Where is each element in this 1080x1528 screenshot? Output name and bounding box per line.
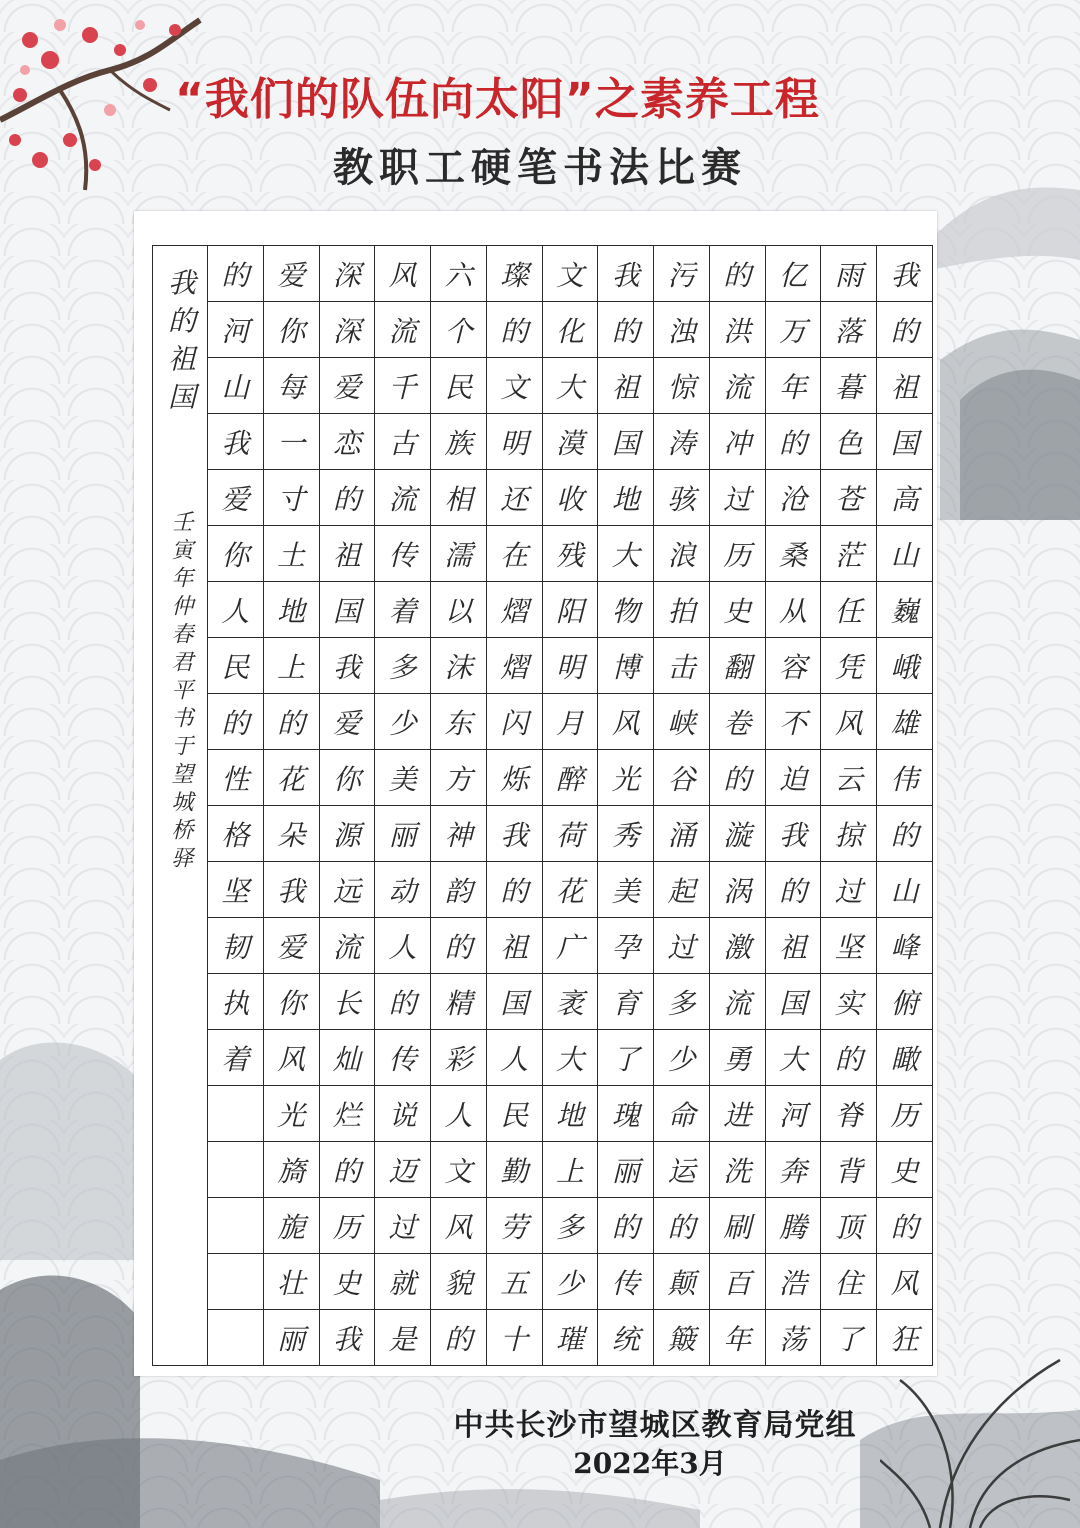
grid-cell: 我 — [319, 638, 375, 694]
grid-row — [153, 414, 933, 470]
grid-cell: 丽 — [263, 1310, 319, 1366]
grid-cell: 背 — [821, 1142, 877, 1198]
grid-cell: 袤 — [542, 974, 598, 1030]
grid-cell: 熠 — [486, 582, 542, 638]
grid-cell: 壮 — [263, 1254, 319, 1310]
grid-cell: 上 — [542, 1142, 598, 1198]
grid-row — [153, 246, 933, 302]
grid-cell: 执 — [208, 974, 264, 1030]
grid-cell: 我 — [486, 806, 542, 862]
grid-cell: 过 — [375, 1198, 431, 1254]
grid-cell: 寸 — [263, 470, 319, 526]
grid-cell: 雨 — [821, 246, 877, 302]
grid-cell: 的 — [431, 918, 487, 974]
grid-cell: 漩 — [709, 806, 765, 862]
grid-cell: 伟 — [877, 750, 933, 806]
grid-cell: 桑 — [765, 526, 821, 582]
grid-cell: 文 — [542, 246, 598, 302]
organizer: 中共长沙市望城区教育局党组 — [453, 1408, 857, 1443]
grid-cell: 史 — [319, 1254, 375, 1310]
grid-cell: 精 — [431, 974, 487, 1030]
grid-cell: 年 — [765, 358, 821, 414]
grid-cell: 还 — [486, 470, 542, 526]
grid-cell: 地 — [263, 582, 319, 638]
grid-cell: 我 — [208, 414, 264, 470]
grid-cell: 我 — [877, 246, 933, 302]
grid-row — [153, 526, 933, 582]
grid-cell: 人 — [375, 918, 431, 974]
grid-cell: 雄 — [877, 694, 933, 750]
grid-cell: 的 — [709, 246, 765, 302]
grid-cell: 山 — [877, 862, 933, 918]
grid-cell: 人 — [431, 1086, 487, 1142]
grid-cell: 祖 — [877, 358, 933, 414]
grid-cell: 瞰 — [877, 1030, 933, 1086]
grid-cell: 我 — [765, 806, 821, 862]
grid-cell: 风 — [598, 694, 654, 750]
grid-cell: 东 — [431, 694, 487, 750]
grid-cell: 孕 — [598, 918, 654, 974]
grid-cell: 文 — [486, 358, 542, 414]
grid-cell — [208, 1198, 264, 1254]
grid-cell: 浩 — [765, 1254, 821, 1310]
grid-cell: 的 — [877, 302, 933, 358]
grid-cell: 坚 — [821, 918, 877, 974]
poem-title: 我的祖国 — [164, 268, 197, 420]
grid-cell: 广 — [542, 918, 598, 974]
grid-cell: 亿 — [765, 246, 821, 302]
grid-cell: 的 — [375, 974, 431, 1030]
grid-cell: 暮 — [821, 358, 877, 414]
grid-cell: 族 — [431, 414, 487, 470]
grid-cell: 簸 — [654, 1310, 710, 1366]
grid-cell: 民 — [208, 638, 264, 694]
grid-cell: 传 — [598, 1254, 654, 1310]
grid-cell: 我 — [263, 862, 319, 918]
grid-row — [153, 750, 933, 806]
grid-cell: 云 — [821, 750, 877, 806]
grid-cell: 闪 — [486, 694, 542, 750]
grid-cell: 沧 — [765, 470, 821, 526]
grid-cell: 烂 — [319, 1086, 375, 1142]
grid-cell: 史 — [877, 1142, 933, 1198]
grid-row — [153, 1198, 933, 1254]
grid-cell: 风 — [821, 694, 877, 750]
grid-cell: 迈 — [375, 1142, 431, 1198]
grid-cell: 历 — [877, 1086, 933, 1142]
grid-row — [153, 806, 933, 862]
grid-cell: 历 — [709, 526, 765, 582]
grid-row — [153, 470, 933, 526]
grid-cell: 河 — [765, 1086, 821, 1142]
grid-cell: 河 — [208, 302, 264, 358]
grid-cell: 茫 — [821, 526, 877, 582]
grid-cell: 坚 — [208, 862, 264, 918]
grid-cell: 冲 — [709, 414, 765, 470]
grid-cell: 美 — [598, 862, 654, 918]
grid-cell: 流 — [709, 358, 765, 414]
grid-cell: 以 — [431, 582, 487, 638]
grid-cell: 民 — [431, 358, 487, 414]
grid-cell: 的 — [765, 414, 821, 470]
grid-cell: 大 — [542, 1030, 598, 1086]
grid-cell: 进 — [709, 1086, 765, 1142]
grid-cell — [208, 1142, 264, 1198]
grid-cell: 地 — [598, 470, 654, 526]
grid-cell: 在 — [486, 526, 542, 582]
grid-cell: 熠 — [486, 638, 542, 694]
grid-cell: 美 — [375, 750, 431, 806]
grid-cell: 一 — [263, 414, 319, 470]
grid-cell: 璀 — [542, 1310, 598, 1366]
grid-cell: 的 — [877, 806, 933, 862]
grid-cell: 爱 — [263, 246, 319, 302]
grid-cell: 实 — [821, 974, 877, 1030]
grid-cell: 神 — [431, 806, 487, 862]
grid-row — [153, 1254, 933, 1310]
grid-cell: 的 — [486, 302, 542, 358]
grid-cell: 脊 — [821, 1086, 877, 1142]
grid-cell: 迫 — [765, 750, 821, 806]
grid-cell: 深 — [319, 246, 375, 302]
grid-cell: 少 — [542, 1254, 598, 1310]
grid-row — [153, 974, 933, 1030]
grid-cell: 旎 — [263, 1198, 319, 1254]
grid-cell: 狂 — [877, 1310, 933, 1366]
grid-cell: 污 — [654, 246, 710, 302]
grid-cell: 的 — [319, 470, 375, 526]
grid-cell: 的 — [208, 246, 264, 302]
grid-cell: 惊 — [654, 358, 710, 414]
grid-cell: 你 — [263, 974, 319, 1030]
grid-cell: 上 — [263, 638, 319, 694]
grid-cell: 的 — [598, 302, 654, 358]
grid-cell: 大 — [765, 1030, 821, 1086]
grid-cell: 的 — [654, 1198, 710, 1254]
grid-cell: 命 — [654, 1086, 710, 1142]
grid-cell: 璨 — [486, 246, 542, 302]
grid-cell: 深 — [319, 302, 375, 358]
grid-cell: 住 — [821, 1254, 877, 1310]
grid-cell: 山 — [877, 526, 933, 582]
grid-cell: 长 — [319, 974, 375, 1030]
grid-cell: 祖 — [765, 918, 821, 974]
grid-cell: 丽 — [598, 1142, 654, 1198]
grid-cell: 的 — [709, 750, 765, 806]
grid-cell: 收 — [542, 470, 598, 526]
grid-cell: 过 — [821, 862, 877, 918]
grid-cell: 大 — [542, 358, 598, 414]
grid-cell: 着 — [208, 1030, 264, 1086]
grid-cell: 源 — [319, 806, 375, 862]
grid-cell: 祖 — [598, 358, 654, 414]
grid-cell: 祖 — [319, 526, 375, 582]
grid-row — [153, 862, 933, 918]
grid-cell: 高 — [877, 470, 933, 526]
grid-row — [153, 918, 933, 974]
grid-cell: 劳 — [486, 1198, 542, 1254]
grid-cell: 着 — [375, 582, 431, 638]
grid-cell: 峨 — [877, 638, 933, 694]
grid-cell: 激 — [709, 918, 765, 974]
grid-cell: 运 — [654, 1142, 710, 1198]
grid-cell: 俯 — [877, 974, 933, 1030]
grid-cell: 六 — [431, 246, 487, 302]
grid-cell: 谷 — [654, 750, 710, 806]
grid-cell: 流 — [375, 470, 431, 526]
grid-cell: 国 — [486, 974, 542, 1030]
grid-cell: 秀 — [598, 806, 654, 862]
grid-cell: 风 — [263, 1030, 319, 1086]
grid-cell: 的 — [486, 862, 542, 918]
grid-cell: 光 — [598, 750, 654, 806]
date: 2022年3月 — [573, 1447, 727, 1480]
grid-row — [153, 582, 933, 638]
grid-cell: 过 — [709, 470, 765, 526]
grid-cell: 传 — [375, 1030, 431, 1086]
grid-cell: 育 — [598, 974, 654, 1030]
grid-cell: 人 — [208, 582, 264, 638]
grid-cell: 文 — [431, 1142, 487, 1198]
title-signature-column — [153, 246, 208, 1366]
grid-row — [153, 358, 933, 414]
grid-cell: 了 — [821, 1310, 877, 1366]
grid-cell: 的 — [765, 862, 821, 918]
grid-cell: 五 — [486, 1254, 542, 1310]
grid-cell: 醉 — [542, 750, 598, 806]
grid-cell: 民 — [486, 1086, 542, 1142]
grid-row — [153, 302, 933, 358]
grid-cell: 掠 — [821, 806, 877, 862]
grid-cell: 丽 — [375, 806, 431, 862]
grid-cell: 多 — [654, 974, 710, 1030]
grid-cell: 是 — [375, 1310, 431, 1366]
calligraphy-grid — [152, 245, 933, 1366]
grid-cell: 洗 — [709, 1142, 765, 1198]
grid-cell: 翻 — [709, 638, 765, 694]
grid-cell: 千 — [375, 358, 431, 414]
grid-cell: 流 — [375, 302, 431, 358]
grid-cell: 勤 — [486, 1142, 542, 1198]
grid-cell: 苍 — [821, 470, 877, 526]
grid-cell: 人 — [486, 1030, 542, 1086]
grid-cell: 每 — [263, 358, 319, 414]
grid-cell: 卷 — [709, 694, 765, 750]
grid-cell: 我 — [319, 1310, 375, 1366]
grid-cell: 浊 — [654, 302, 710, 358]
grid-cell: 起 — [654, 862, 710, 918]
grid-cell: 的 — [431, 1310, 487, 1366]
grid-cell: 漠 — [542, 414, 598, 470]
grid-cell: 万 — [765, 302, 821, 358]
grid-cell — [208, 1310, 264, 1366]
grid-cell: 韧 — [208, 918, 264, 974]
grid-cell: 流 — [319, 918, 375, 974]
grid-cell: 的 — [263, 694, 319, 750]
grid-cell: 祖 — [486, 918, 542, 974]
grid-cell: 少 — [654, 1030, 710, 1086]
grid-cell: 骇 — [654, 470, 710, 526]
grid-row — [153, 638, 933, 694]
grid-cell: 花 — [542, 862, 598, 918]
grid-cell: 落 — [821, 302, 877, 358]
grid-cell: 明 — [542, 638, 598, 694]
grid-cell: 的 — [319, 1142, 375, 1198]
grid-cell: 你 — [319, 750, 375, 806]
grid-cell: 荷 — [542, 806, 598, 862]
ink-mountain-right-icon — [930, 100, 1080, 520]
grid-cell: 性 — [208, 750, 264, 806]
grid-cell: 你 — [263, 302, 319, 358]
grid-cell: 光 — [263, 1086, 319, 1142]
grid-cell: 多 — [542, 1198, 598, 1254]
grid-cell: 洪 — [709, 302, 765, 358]
grid-cell: 的 — [877, 1198, 933, 1254]
grid-cell: 任 — [821, 582, 877, 638]
grid-cell: 的 — [598, 1198, 654, 1254]
grid-cell: 爱 — [319, 694, 375, 750]
grid-cell: 残 — [542, 526, 598, 582]
grid-cell: 烁 — [486, 750, 542, 806]
grid-cell: 貌 — [431, 1254, 487, 1310]
grid-cell: 从 — [765, 582, 821, 638]
grid-cell: 地 — [542, 1086, 598, 1142]
grid-cell: 风 — [877, 1254, 933, 1310]
grid-cell: 博 — [598, 638, 654, 694]
grid-cell: 涡 — [709, 862, 765, 918]
grid-cell: 明 — [486, 414, 542, 470]
grid-cell: 古 — [375, 414, 431, 470]
grid-cell: 远 — [319, 862, 375, 918]
grid-cell: 峡 — [654, 694, 710, 750]
grid-cell: 历 — [319, 1198, 375, 1254]
grid-cell: 十 — [486, 1310, 542, 1366]
grid-cell: 史 — [709, 582, 765, 638]
grid-cell: 腾 — [765, 1198, 821, 1254]
grid-cell: 的 — [208, 694, 264, 750]
grid-cell: 濡 — [431, 526, 487, 582]
grid-cell: 动 — [375, 862, 431, 918]
grid-cell: 国 — [598, 414, 654, 470]
grid-cell: 风 — [375, 246, 431, 302]
competition-subtitle: 教职工硬笔书法比赛 — [333, 144, 747, 191]
grid-cell: 国 — [877, 414, 933, 470]
grid-row — [153, 1310, 933, 1366]
grid-cell: 韵 — [431, 862, 487, 918]
grid-cell: 荡 — [765, 1310, 821, 1366]
grid-cell: 灿 — [319, 1030, 375, 1086]
grid-cell: 大 — [598, 526, 654, 582]
grid-cell: 个 — [431, 302, 487, 358]
grid-cell: 涌 — [654, 806, 710, 862]
grid-cell: 勇 — [709, 1030, 765, 1086]
grid-cell: 国 — [319, 582, 375, 638]
grid-cell: 刷 — [709, 1198, 765, 1254]
grid-row — [153, 1142, 933, 1198]
grid-cell: 的 — [821, 1030, 877, 1086]
grid-row — [153, 694, 933, 750]
grid-cell: 风 — [431, 1198, 487, 1254]
grid-cell: 山 — [208, 358, 264, 414]
grid-cell: 年 — [709, 1310, 765, 1366]
grid-cell: 你 — [208, 526, 264, 582]
grid-cell: 过 — [654, 918, 710, 974]
grid-cell: 物 — [598, 582, 654, 638]
grid-cell: 化 — [542, 302, 598, 358]
grid-cell: 了 — [598, 1030, 654, 1086]
grid-cell: 多 — [375, 638, 431, 694]
grid-cell: 色 — [821, 414, 877, 470]
grid-cell: 恋 — [319, 414, 375, 470]
grid-cell: 彩 — [431, 1030, 487, 1086]
grid-cell: 流 — [709, 974, 765, 1030]
event-title: “我们的队伍向太阳”之素养工程 — [175, 74, 820, 125]
grid-cell: 国 — [765, 974, 821, 1030]
grid-cell: 我 — [598, 246, 654, 302]
grid-cell: 朵 — [263, 806, 319, 862]
grid-cell — [208, 1086, 264, 1142]
grid-cell: 爱 — [319, 358, 375, 414]
grid-cell: 格 — [208, 806, 264, 862]
grid-cell: 瑰 — [598, 1086, 654, 1142]
grid-cell: 拍 — [654, 582, 710, 638]
grid-cell: 说 — [375, 1086, 431, 1142]
grid-cell: 凭 — [821, 638, 877, 694]
grid-cell: 少 — [375, 694, 431, 750]
grid-cell: 容 — [765, 638, 821, 694]
grid-row — [153, 1030, 933, 1086]
grid-cell: 月 — [542, 694, 598, 750]
grid-cell: 方 — [431, 750, 487, 806]
grid-cell: 爱 — [208, 470, 264, 526]
grid-cell: 传 — [375, 526, 431, 582]
grid-cell: 奔 — [765, 1142, 821, 1198]
signature: 壬寅年仲春君平书于望城桥驿 — [168, 510, 193, 874]
grid-cell: 浪 — [654, 526, 710, 582]
grid-cell: 巍 — [877, 582, 933, 638]
grid-cell: 土 — [263, 526, 319, 582]
grid-cell: 爱 — [263, 918, 319, 974]
grid-cell: 沫 — [431, 638, 487, 694]
grid-cell: 颠 — [654, 1254, 710, 1310]
grid-cell: 峰 — [877, 918, 933, 974]
grid-cell: 阳 — [542, 582, 598, 638]
grid-cell: 涛 — [654, 414, 710, 470]
grid-cell: 就 — [375, 1254, 431, 1310]
grid-cell: 旖 — [263, 1142, 319, 1198]
grid-cell: 百 — [709, 1254, 765, 1310]
grid-cell: 不 — [765, 694, 821, 750]
grid-cell — [208, 1254, 264, 1310]
grid-cell: 相 — [431, 470, 487, 526]
grid-cell: 统 — [598, 1310, 654, 1366]
grid-cell: 击 — [654, 638, 710, 694]
grid-cell: 顶 — [821, 1198, 877, 1254]
grid-cell: 花 — [263, 750, 319, 806]
grid-row — [153, 1086, 933, 1142]
